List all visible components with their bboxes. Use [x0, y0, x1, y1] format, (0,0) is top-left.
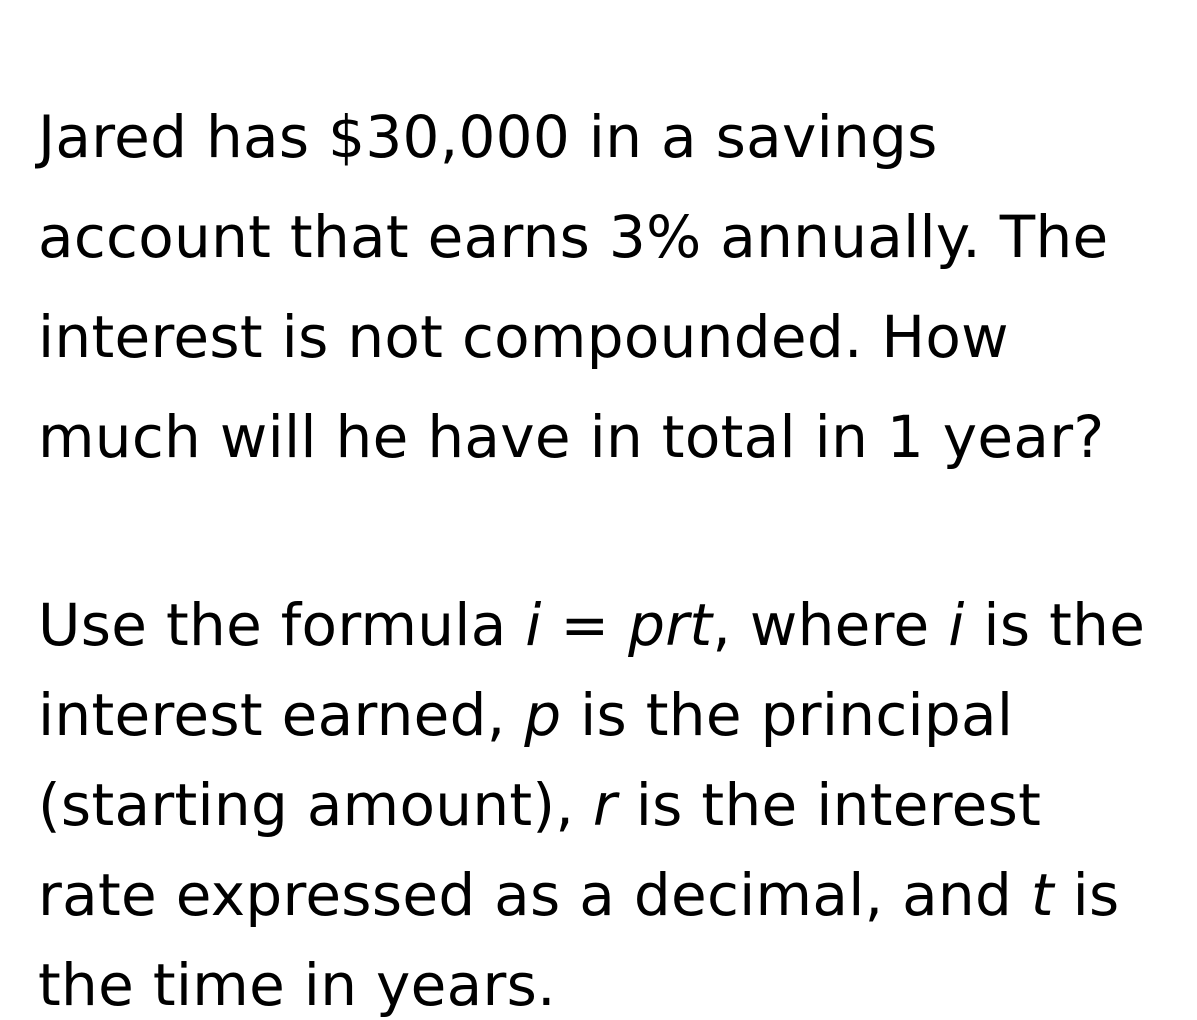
- formula-text: Use the formula: [38, 591, 526, 659]
- formula-line-4: [38, 860, 1120, 930]
- question-line-1: Jared has $30,000 in a savings: [38, 103, 938, 171]
- formula-text: is: [1053, 861, 1120, 929]
- formula-text: (starting amount),: [38, 771, 593, 839]
- variable-t: t: [1030, 861, 1054, 929]
- question-line-3: interest is not compounded. How: [38, 303, 1009, 371]
- question-line-2: account that earns 3% annually. The: [38, 203, 1109, 271]
- formula-line-3: [38, 770, 1041, 840]
- equals-sign: =: [541, 591, 629, 659]
- formula-text: is the principal: [561, 681, 1014, 749]
- variable-i: i: [525, 591, 542, 659]
- formula-text: interest earned,: [38, 681, 525, 749]
- formula-line-5: the time in years.: [38, 951, 556, 1019]
- formula-text: rate expressed as a decimal, and: [38, 861, 1031, 929]
- formula-text: is the interest: [617, 771, 1042, 839]
- formula-text: , where: [712, 591, 949, 659]
- formula-text: is the: [964, 591, 1146, 659]
- variable-r: r: [592, 771, 617, 839]
- variable-prt: prt: [628, 591, 713, 659]
- question-line-4: much will he have in total in 1 year?: [38, 403, 1105, 471]
- variable-p: p: [524, 681, 562, 749]
- variable-i: i: [948, 591, 965, 659]
- formula-line-2: [38, 680, 1013, 750]
- formula-line-1: [38, 590, 1145, 660]
